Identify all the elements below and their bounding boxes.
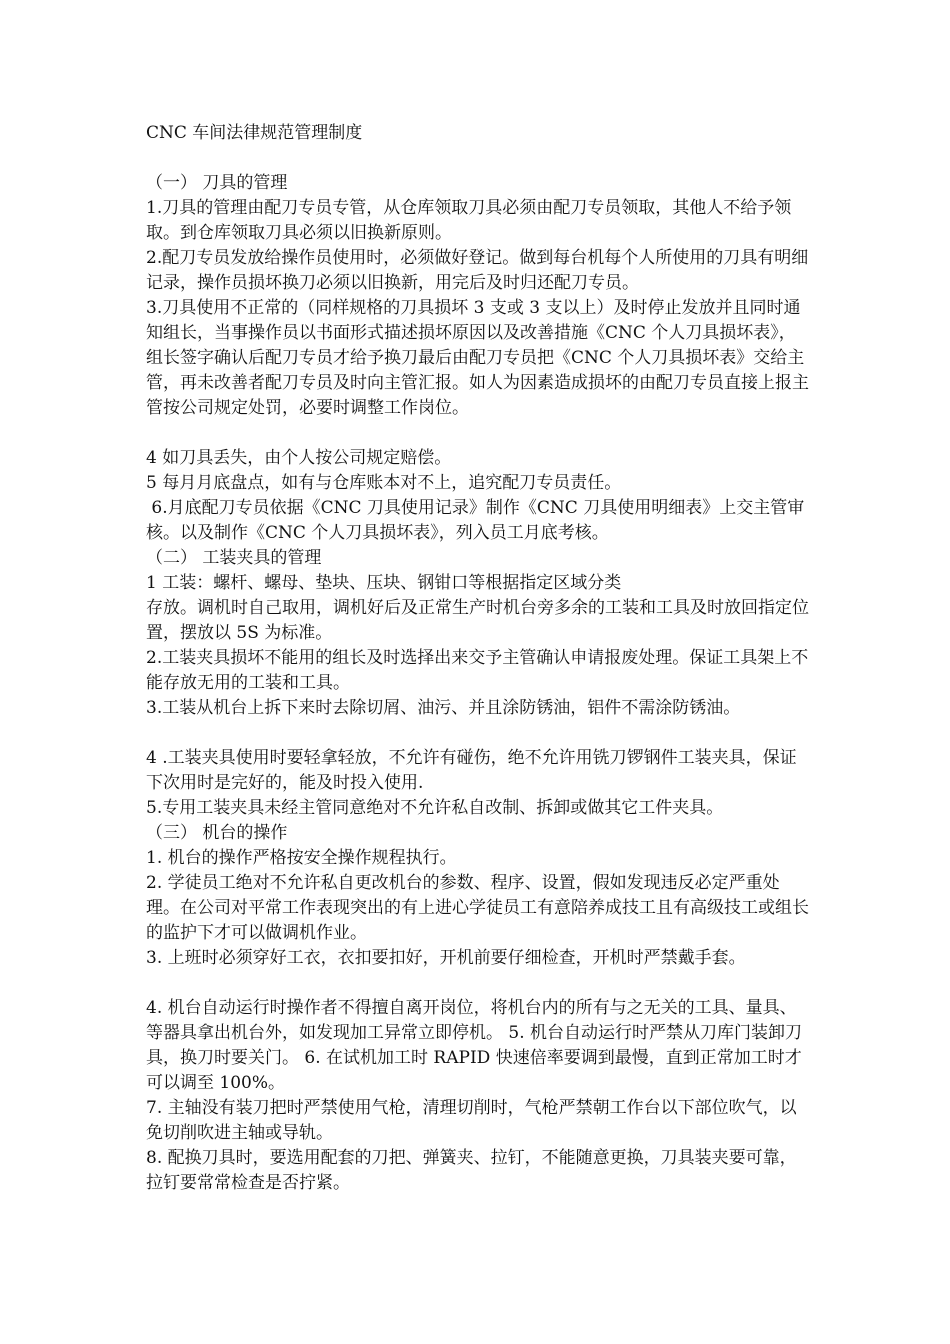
paragraph: 1 工装：螺杆、螺母、垫块、压块、钢钳口等根据指定区域分类 <box>146 573 622 593</box>
paragraph: 5.专用工装夹具未经主管同意绝对不允许私自改制、拆卸或做其它工件夹具。 <box>146 798 724 818</box>
section-heading-fixtures: （二） 工装夹具的管理 <box>146 548 322 568</box>
paragraph: 1.刀具的管理由配刀专员专管，从仓库领取刀具必须由配刀专员领取，其他人不给予领取。到仓库领取刀具必须以旧换新原则。 <box>146 198 792 243</box>
paragraph: 4 .工装夹具使用时要轻拿轻放，不允许有碰伤，绝不允许用铣刀锣钢件工装夹具，保证下次用时是完好的，能及时投入使用. <box>146 748 797 793</box>
document-body <box>146 121 810 1196</box>
paragraph: 存放。调机时自己取用，调机好后及正常生产时机台旁多余的工装和工具及时放回指定位置，摆放以 5S 为标准。 <box>146 598 809 643</box>
paragraph: 2. 学徒员工绝对不允许私自更改机台的参数、程序、设置，假如发现违反必定严重处理。在公司对平常工作表现突出的有上进心学徒员工有意陪养成技工且有高级技工或组长的监护下才可以做调机作业。 <box>146 873 809 943</box>
section-heading-tools: （一） 刀具的管理 <box>146 173 288 193</box>
paragraph: 4 如刀具丢失，由个人按公司规定赔偿。 <box>146 448 452 468</box>
paragraph: 3.刀具使用不正常的（同样规格的刀具损坏 3 支或 3 支以上）及时停止发放并且同时通知组长，当事操作员以书面形式描述损坏原因以及改善措施《CNC 个人刀具损坏表》，组长签字确认后配刀专员才给予换刀最后由配刀专员把《CNC 个人刀具损坏表》交给主管，再未改善者配刀专员及时向主管汇报。如人为因素造成损坏的由配刀专员直接上报主管按公司规定处罚，必要时调整工作岗位。 <box>146 298 809 418</box>
paragraph: 5 每月月底盘点，如有与仓库账本对不上，追究配刀专员责任。 <box>146 473 622 493</box>
document-title: CNC 车间法律规范管理制度 <box>146 123 363 143</box>
paragraph: 2.配刀专员发放给操作员使用时，必须做好登记。做到每台机每个人所使用的刀具有明细记录，操作员损坏换刀必须以旧换新，用完后及时归还配刀专员。 <box>146 248 809 293</box>
paragraph: 3.工装从机台上拆下来时去除切屑、油污、并且涂防锈油，铝件不需涂防锈油。 <box>146 698 741 718</box>
paragraph: 7. 主轴没有装刀把时严禁使用气枪，清理切削时，气枪严禁朝工作台以下部位吹气，以免切削吹进主轴或导轨。 <box>146 1098 797 1143</box>
section-heading-machine-operation: （三） 机台的操作 <box>146 823 288 843</box>
paragraph: 3. 上班时必须穿好工衣，衣扣要扣好，开机前要仔细检查，开机时严禁戴手套。 <box>146 948 746 968</box>
paragraph: 1. 机台的操作严格按安全操作规程执行。 <box>146 848 457 868</box>
paragraph: 8. 配换刀具时，要选用配套的刀把、弹簧夹、拉钉，不能随意更换，刀具装夹要可靠，拉钉要常常检查是否拧紧。 <box>146 1148 797 1193</box>
paragraph: 6.月底配刀专员依据《CNC 刀具使用记录》制作《CNC 刀具使用明细表》上交主管审核。以及制作《CNC 个人刀具损坏表》，列入员工月底考核。 <box>146 498 805 543</box>
paragraph: 4. 机台自动运行时操作者不得擅自离开岗位，将机台内的所有与之无关的工具、量具、等器具拿出机台外，如发现加工异常立即停机。 5. 机台自动运行时严禁从刀库门装卸刀具，换刀时要关门。 6. 在试机加工时 RAPID 快速倍率要调到最慢，直到正常加工时才可以调至 100%。 <box>146 998 803 1093</box>
paragraph: 2.工装夹具损坏不能用的组长及时选择出来交予主管确认申请报废处理。保证工具架上不能存放无用的工装和工具。 <box>146 648 809 693</box>
